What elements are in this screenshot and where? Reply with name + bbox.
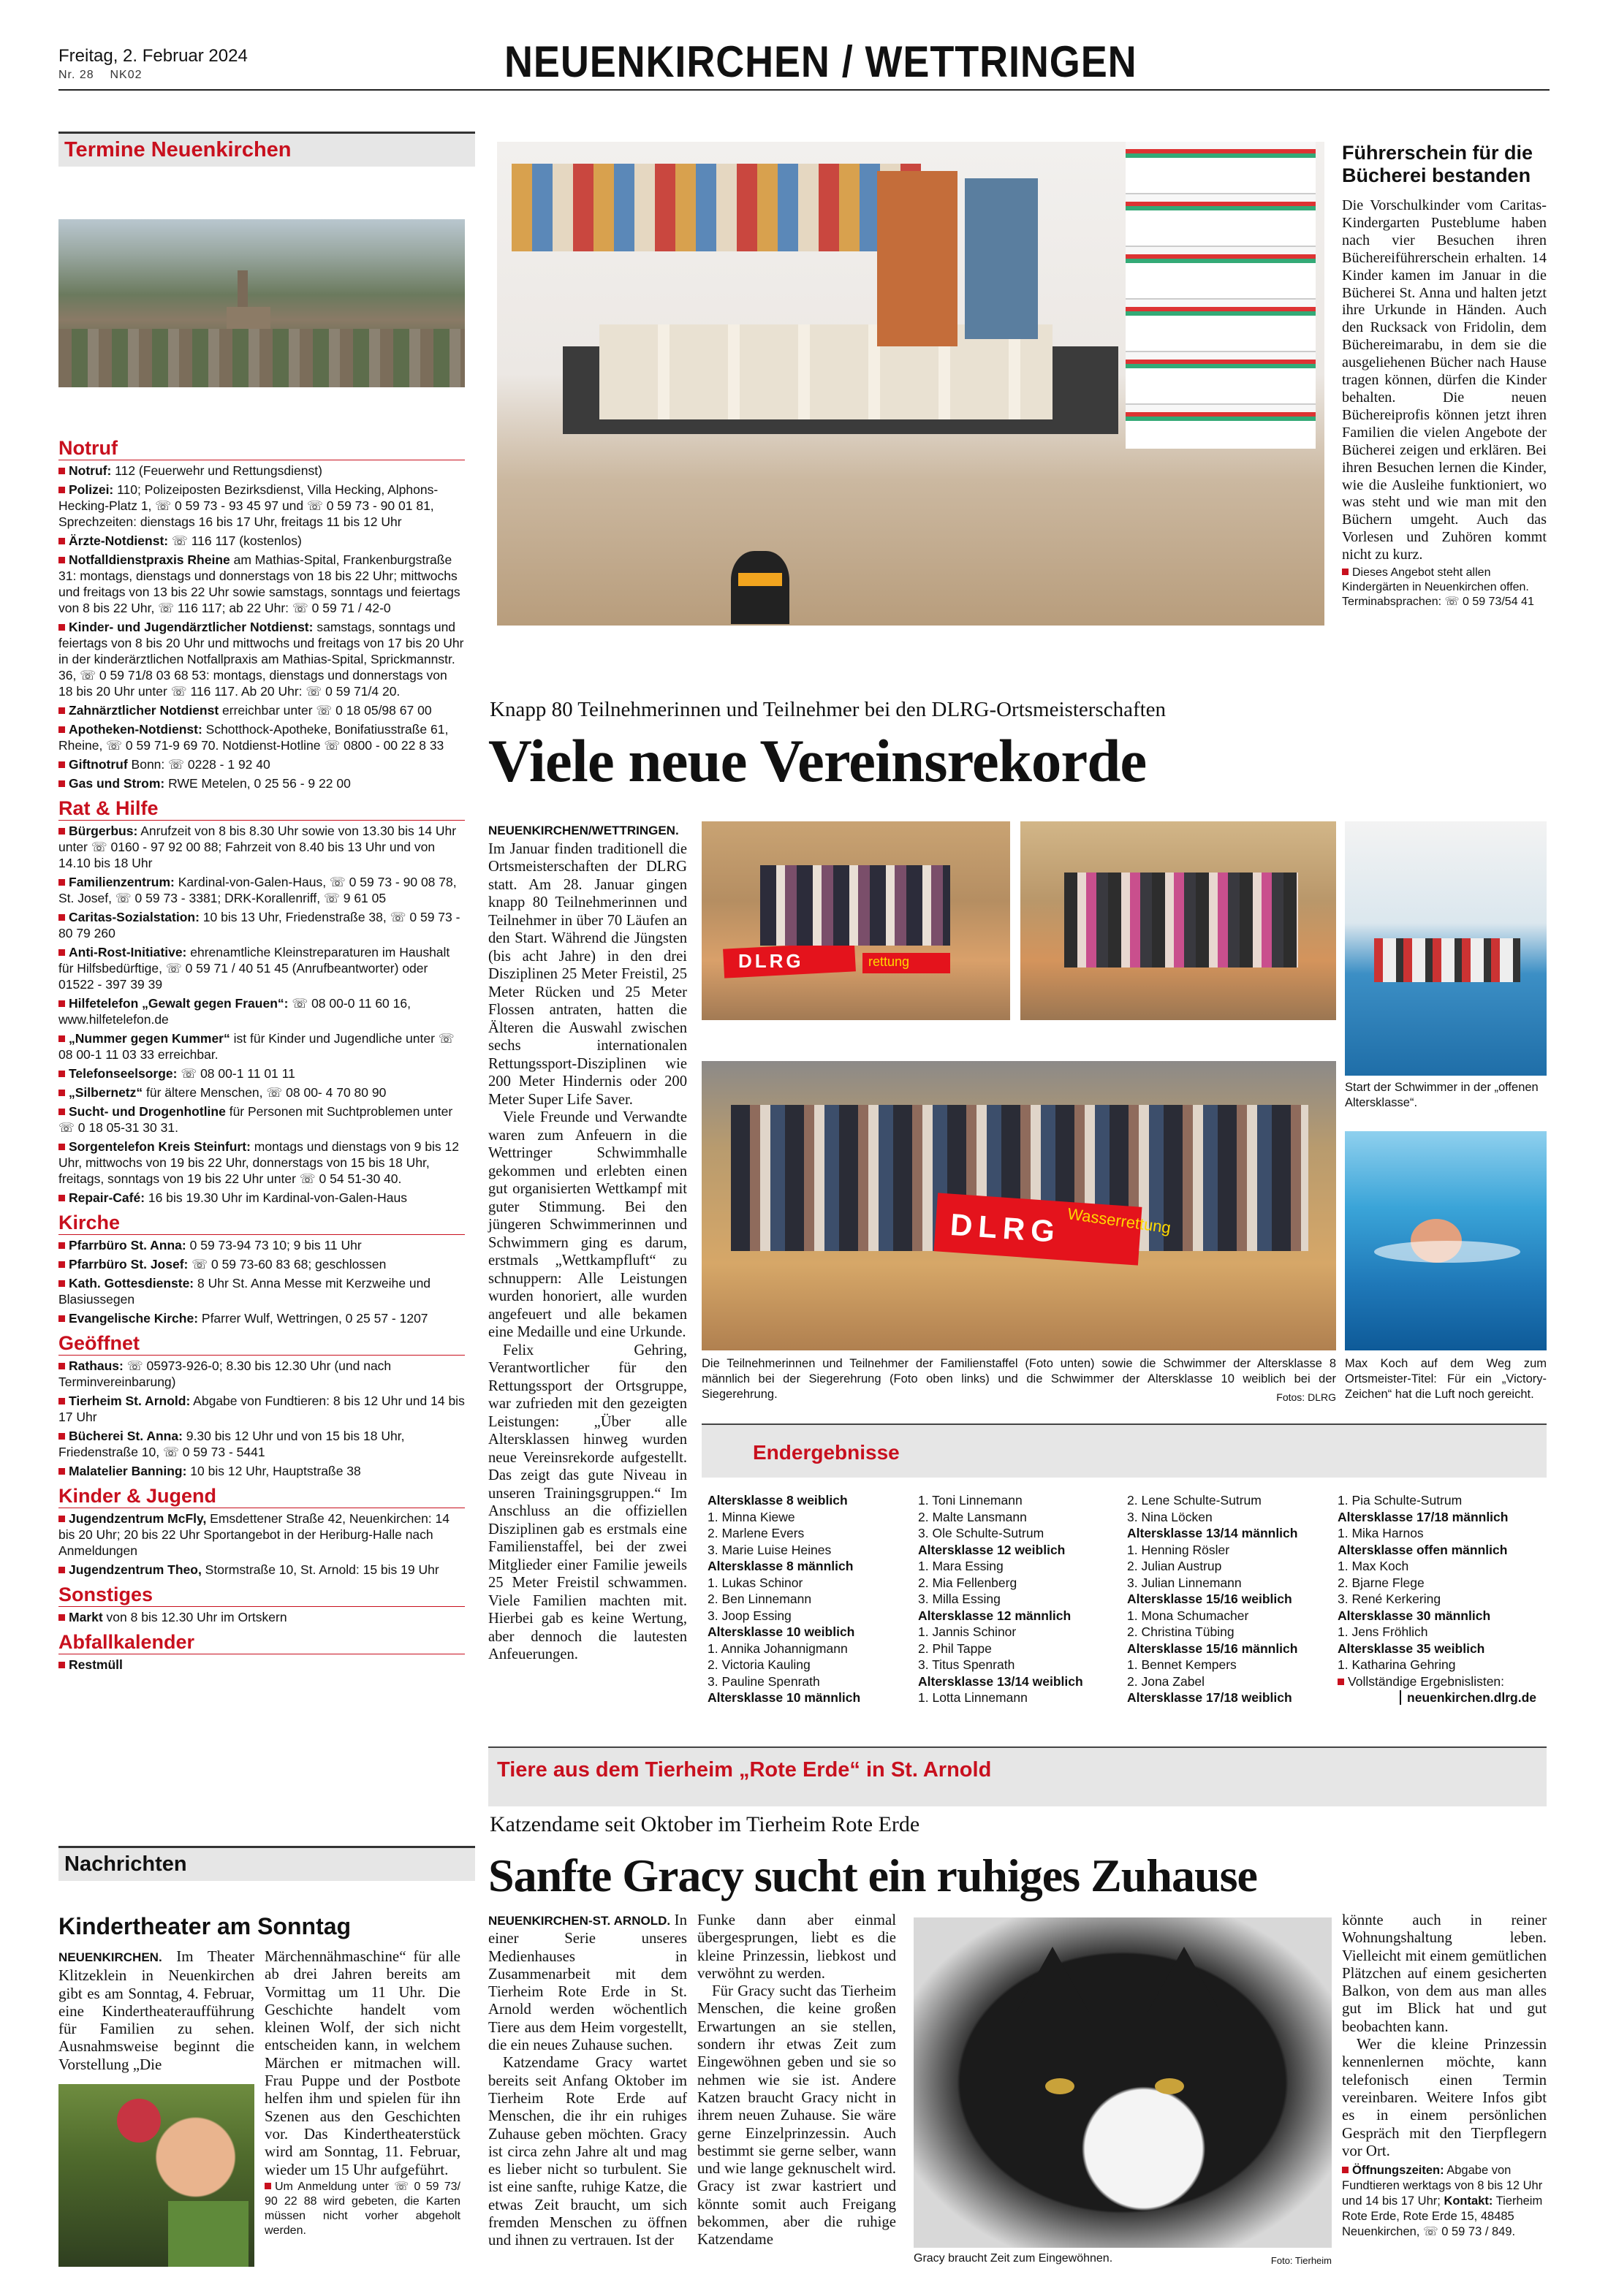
banner-rettung-1: rettung <box>868 954 910 969</box>
bullet-square-icon <box>58 538 65 544</box>
termine-entry <box>58 1139 465 1187</box>
results-class-heading: Altersklasse 17/18 weiblich <box>1127 1690 1292 1705</box>
bullet-square-icon <box>58 1090 65 1096</box>
tierheim-col2 <box>697 1912 896 2249</box>
banner-dlrg-2: DLRG <box>949 1206 1062 1250</box>
tierheim-dateline: NEUENKIRCHEN-ST. ARNOLD. <box>488 1914 671 1928</box>
termine-entry <box>58 463 465 479</box>
bullet-square-icon <box>58 949 65 956</box>
termine-entry <box>58 1103 465 1136</box>
termine-entry-label: Zahnärztlicher Notdienst <box>69 703 219 718</box>
termine-entry <box>58 756 465 772</box>
termine-entry-text: 112 (Feuerwehr und Rettungsdienst) <box>111 463 322 478</box>
termine-entry-text: Abgabe von Fundtieren: 8 bis 12 Uhr und 14 bis 17 Uhr <box>58 1394 465 1424</box>
termine-entry-text: ☏ 05973-926-0; 8.30 bis 12.30 Uhr (und nach Terminvereinbarung) <box>58 1358 392 1389</box>
bullet-square-icon <box>58 1468 65 1475</box>
termine-entry-label: Telefonseelsorge: <box>69 1066 178 1081</box>
results-column <box>1127 1492 1332 1706</box>
results-entry: 1. Toni Linnemann <box>918 1493 1023 1508</box>
termine-entry-text: am Mathias-Spital, Frankenburgstraße 31: montags, dienstags und donnerstags von 18 bis 22 Uhr; mittwochs und freitags von 13 bis 22 Uhr sowie samstags, sonntags und feiertags von 8 bis 22 Uhr, ☏ 116 117; ab 22 Uhr: ☏ 0 59 71 / 42-0 <box>58 552 460 615</box>
termine-entry-label: Bücherei St. Anna: <box>69 1429 183 1443</box>
tierheim-col1-p2: Katzendame Gracy wartet bereits seit Anfang Oktober im Tierheim Rote Erde auf Menschen, die ihr ein ruhiges Zuhause geben möchten. Gracy ist circa zehn Jahre alt und mag es lieber nicht so turbulent. Sie ist eine sanfte, ruhige Katze, die etwas Zeit braucht, um sich fremden Menschen zu öffnen und ihnen zu vertrauen. Ist der <box>488 2054 687 2249</box>
caption-main <box>702 1356 1336 1405</box>
bullet-square-icon <box>58 624 65 631</box>
termine-entry <box>58 482 465 530</box>
results-class-heading: Altersklasse 13/14 weiblich <box>918 1673 1083 1689</box>
termine-entry <box>58 552 465 616</box>
caption-main-text: Die Teilnehmerinnen und Teilnehmer der Familienstaffel (Foto unten) sowie die Schwimmer der Altersklasse 8 männlich bei der Siegerehrung (Foto oben links) und die Schwimmer der Altersklasse 10 weiblich bei der Siegerehrung. <box>702 1357 1336 1401</box>
dlrg-photo-ak8 <box>702 821 1010 1020</box>
library-kids-photo <box>497 142 1324 626</box>
results-entry: 1. Bennet Kempers <box>1127 1657 1237 1672</box>
termine-entry-text: für ältere Menschen, ☏ 08 00- 4 70 80 90 <box>143 1085 387 1100</box>
termine-entry-text: 16 bis 19.30 Uhr im Kardinal-von-Galen-Haus <box>145 1190 407 1205</box>
results-entry: 1. Mona Schumacher <box>1127 1608 1249 1623</box>
results-class-heading: Altersklasse 8 weiblich <box>708 1493 848 1508</box>
max-koch-photo <box>1345 1131 1547 1350</box>
termine-entry-text: Bonn: ☏ 0228 - 1 92 40 <box>127 757 270 772</box>
termine-entry-label: Jugendzentrum Theo, <box>69 1562 202 1577</box>
termine-entry-label: Gas und Strom: <box>69 776 165 791</box>
termine-entry-text: Kardinal-von-Galen-Haus, ☏ 0 59 73 - 90 08 78, St. Josef, ☏ 0 59 73 - 3381; DRK-Korallenriff, ☏ 9 61 05 <box>58 875 457 905</box>
termine-entry-label: Restmüll <box>69 1657 123 1672</box>
termine-entry <box>58 702 465 718</box>
bullet-square-icon <box>58 487 65 493</box>
tierheim-col1-p1: In einer Serie unseres Medienhauses in Zusammenarbeit mit dem Tierheim Rote Erde in St. Arnold werden wöchentlich Tiere aus dem Heim vorgestellt, die ein neues Zuhause suchen. <box>488 1912 687 2054</box>
results-entry: 2. Ben Linnemann <box>708 1592 812 1606</box>
termine-entry <box>58 874 465 906</box>
results-entry: 3. Nina Löcken <box>1127 1509 1213 1524</box>
bullet-square-icon <box>58 1614 65 1621</box>
endergebnisse-box <box>702 1423 1547 1705</box>
termine-entry-label: Rathaus: <box>69 1358 124 1373</box>
termine-entry-label: Bürgerbus: <box>69 824 138 838</box>
bullet-square-icon <box>58 1398 65 1404</box>
results-class-heading: Altersklasse 10 männlich <box>708 1690 861 1705</box>
results-entry: 2. Phil Tappe <box>918 1641 992 1656</box>
termine-entry <box>58 1275 465 1307</box>
termine-entry <box>58 1237 465 1253</box>
results-entry: 1. Minna Kiewe <box>708 1509 795 1524</box>
results-class-heading: Altersklasse 17/18 männlich <box>1338 1509 1509 1524</box>
results-entry: 1. Jens Fröhlich <box>1338 1624 1428 1639</box>
results-entry: 2. Marlene Evers <box>708 1526 805 1540</box>
bullet-square-icon <box>1338 1679 1344 1685</box>
dlrg-family-photo <box>702 1061 1336 1350</box>
termine-section-head: Kinder & Jugend <box>58 1485 465 1508</box>
results-class-heading: Altersklasse 15/16 männlich <box>1127 1641 1298 1656</box>
termine-entry-text: ehrenamtliche Kleinstreparaturen im Haushalt für Hilfsbedürftige, ☏ 0 59 71 / 40 51 45 (Anrufbeantworter) oder 01522 - 397 39 39 <box>58 945 450 992</box>
bullet-square-icon <box>58 914 65 921</box>
cat-caption <box>914 2251 1332 2268</box>
results-entry: 1. Katharina Gehring <box>1338 1657 1456 1672</box>
bullet-square-icon <box>58 726 65 733</box>
bullet-square-icon <box>58 879 65 886</box>
tierheim-col1 <box>488 1912 687 2250</box>
fuehrerschein-article <box>1342 142 1547 609</box>
termine-entry <box>58 721 465 753</box>
termine-entry-text: 10 bis 13 Uhr, Friedenstraße 38, ☏ 0 59 73 - 80 79 260 <box>58 910 460 940</box>
fuehrerschein-note: Dieses Angebot steht allen Kindergärten in Neuenkirchen offen. Terminabsprachen: ☏ 0 59 73/54 41 <box>1342 566 1534 609</box>
contact-text: Tierheim Rote Erde, Rote Erde 15, 48485 Neuenkirchen, ☏ 0 59 73 / 849. <box>1342 2194 1543 2239</box>
results-entry: 2. Malte Lansmann <box>918 1509 1027 1524</box>
bullet-square-icon <box>58 1144 65 1150</box>
tierheim-headline: Sanfte Gracy sucht ein ruhiges Zuhause <box>488 1850 1257 1901</box>
results-class-heading: Altersklasse 8 männlich <box>708 1559 854 1573</box>
termine-box <box>58 132 475 167</box>
bullet-square-icon <box>58 1567 65 1573</box>
termine-entry <box>58 1310 465 1326</box>
bullet-square-icon <box>58 1280 65 1287</box>
swim-start-photo <box>1345 821 1547 1076</box>
caption-start: Start der Schwimmer in der „offenen Altersklasse“. <box>1345 1081 1539 1109</box>
termine-entry-label: Anti-Rost-Initiative: <box>69 945 187 959</box>
bullet-square-icon <box>58 1000 65 1007</box>
fuehrerschein-text: Die Vorschulkinder vom Caritas-Kindergarten Pusteblume haben nach vier Besuchen ihren Büchereiführerschein erhalten. 14 Kinder kamen im Januar in die Bücherei St. Anna und halten jetzt ihre Urkunde in Händen. Auch den Rucksack von Fridolin, dem Büchereimarabu, in dem sie die ausgeliehenen Bücher nach Hause tragen können, dürfen die Kinder behalten. Die neuen Büchereiprofis können jetzt ihren Familien die vielen Angebote der Bücherei zeigen und erklären. Bei ihren Besuchen lernen die Kinder, wie die Ausleihe funktioniert, wo was steht und wie man mit den Büchern umgeht. Auch das Vorlesen und Zuhören kommt nicht zu kurz. <box>1342 197 1547 563</box>
nachrichten-col1 <box>58 1947 254 2073</box>
bullet-square-icon <box>58 1433 65 1440</box>
termine-title: Termine Neuenkirchen <box>58 132 475 167</box>
results-class-heading: Altersklasse 30 männlich <box>1338 1608 1491 1623</box>
termine-entry-text: montags und dienstags von 9 bis 12 Uhr, mittwochs von 19 bis 22 Uhr, donnerstags von 15 bis 18 Uhr, freitags, sonntags von 19 bis 22 Uhr unter ☏ 0 54 51-30 40. <box>58 1139 459 1186</box>
termine-entry-text: RWE Metelen, 0 25 56 - 9 22 00 <box>164 776 351 791</box>
nachrichten-col2 <box>265 1947 460 2238</box>
termine-entry <box>58 775 465 791</box>
termine-entry <box>58 1358 465 1390</box>
results-entry: 1. Lotta Linnemann <box>918 1690 1028 1705</box>
results-entry: 3. Ole Schulte-Sutrum <box>918 1526 1044 1540</box>
bullet-square-icon <box>58 1035 65 1042</box>
termine-entry-text: 9.30 bis 12 Uhr und von 15 bis 18 Uhr, Friedenstraße 10, ☏ 0 59 73 - 5441 <box>58 1429 405 1459</box>
dlrg-kicker: Knapp 80 Teilnehmerinnen und Teilnehmer bei den DLRG-Ortsmeisterschaften <box>490 698 1167 721</box>
results-entry: 1. Mika Harnos <box>1338 1526 1424 1540</box>
fuehrerschein-headline: Führerschein für die Bücherei bestanden <box>1342 142 1533 186</box>
tierheim-col2-p1: Funke dann aber einmal übergesprungen, liebt es die kleine Prinzessin, liebkost und verwöhnt zu werden. <box>697 1912 896 1982</box>
nachrichten-text2: Märchennähmaschine“ für alle ab drei Jahren bereits am Vormittag um 11 Uhr. Die Geschichte handelt vom kleinen Wolf, der sich nicht entscheiden kann, in welchem Märchen er mitmachen will. Frau Puppe und der Postbote helfen ihm und spielen für ihn Szenen aus den Geschichten vor. Das Kindertheaterstück wird am Sonntag, 11. Februar, wieder um 15 Uhr aufgeführt. <box>265 1947 460 2178</box>
results-class-heading: Altersklasse 12 männlich <box>918 1608 1072 1623</box>
dlrg-para3: Felix Gehring, Verantwortlicher für den Rettungssport der Ortsgruppe, war zufrieden mit den gezeigten Leistungen: „Über alle Altersklassen hinweg wurden neue Vereinsrekorde aufgestellt. Das zeigt das gute Niveau in unseren Trainingsgruppen.“ Im Anschluss an die offiziellen Disziplinen gab es erstmals eine Familienstaffel, bei der zwei Mitglieder einer Familie jeweils 25 Meter Freistil schwammen. Viele Familien machten mit. Hierbei gab es keine Wertung, aber dennoch die lautesten Anfeuerungen. <box>488 1342 687 1662</box>
bullet-square-icon <box>58 1662 65 1668</box>
termine-section-head: Abfallkalender <box>58 1631 465 1654</box>
termine-entry <box>58 1657 465 1673</box>
termine-entry-text: 110; Polizeiposten Bezirksdienst, Villa Hecking, Alphons-Hecking-Platz 1, ☏ 0 59 73 - 93 45 97 und ☏ 0 59 73 - 90 01 81, Sprechzeiten: dienstags 16 bis 17 Uhr, freitags 11 bis 12 Uhr <box>58 482 439 529</box>
tierheim-kicker: Katzendame seit Oktober im Tierheim Rote Erde <box>490 1812 920 1836</box>
results-entry: 1. Max Koch <box>1338 1559 1409 1573</box>
tierheim-col3-p2: Wer die kleine Prinzessin kennenlernen möchte, kann telefonisch einen Termin vereinbaren. Weitere Infos gibt es in einem persönlichen Gespräch mit den Tierpflegern vor Ort. <box>1342 2036 1547 2159</box>
termine-entry-text: ist für Kinder und Jugendliche unter ☏ 08 00-1 11 03 33 erreichbar. <box>58 1031 455 1062</box>
termine-entry <box>58 1463 465 1479</box>
results-entry: 1. Pia Schulte-Sutrum <box>1338 1493 1463 1508</box>
results-entry: 3. Milla Essing <box>918 1592 1001 1606</box>
termine-entry-text: samstags, sonntags und feiertags von 8 bis 20 Uhr und mittwochs und freitags von 17 bis 20 Uhr in der kinderärztlichen Notfallpraxis am Mathias-Spital, Sprickmannstr. 36, ☏ 0 59 71/8 03 68 53: montags, dienstags und donnerstags von 18 bis 20 Uhr unter ☏ 116 117. Ab 20 Uhr: ☏ 0 59 71/4 20. <box>58 620 464 699</box>
results-entry: 1. Jannis Schinor <box>918 1624 1017 1639</box>
contact-label: Kontakt: <box>1444 2194 1493 2208</box>
termine-entry <box>58 1609 465 1625</box>
termine-entry-text: von 8 bis 12.30 Uhr im Ortskern <box>102 1610 287 1624</box>
dlrg-text <box>488 821 687 1664</box>
bullet-square-icon <box>58 557 65 563</box>
results-link[interactable]: neuenkirchen.dlrg.de <box>1400 1690 1536 1705</box>
termine-entry <box>58 1428 465 1460</box>
results-entry: 1. Henning Rösler <box>1127 1542 1230 1557</box>
bullet-square-icon <box>58 1261 65 1268</box>
termine-entry-text: Pfarrer Wulf, Wettringen, 0 25 57 - 1207 <box>198 1311 428 1326</box>
tierheim-col3 <box>1342 1912 1547 2240</box>
termine-entry <box>58 1030 465 1063</box>
termine-entry-label: Ärzte-Notdienst: <box>69 533 169 548</box>
termine-entry-label: Notfalldienstpraxis Rheine <box>69 552 230 567</box>
termine-entry-text: 10 bis 12 Uhr, Hauptstraße 38 <box>186 1464 361 1478</box>
termine-entry-label: „Nummer gegen Kummer“ <box>69 1031 230 1046</box>
termine-entry-label: Tierheim St. Arnold: <box>69 1394 191 1408</box>
termine-entry-text: 0 59 73-94 73 10; 9 bis 11 Uhr <box>186 1238 362 1252</box>
theater-photo <box>58 2084 254 2267</box>
termine-entry <box>58 533 465 549</box>
nachrichten-text1: Im Theater Klitzeklein in Neuenkirchen gibt es am Sonntag, 4. Februar, eine Kindertheateraufführung für Familien zu sehen. Ausnahmsweise beginnt die Vorstellung „Die <box>58 1947 254 2073</box>
bullet-square-icon <box>58 1242 65 1249</box>
results-entry: 2. Mia Fellenberg <box>918 1575 1017 1590</box>
bullet-square-icon <box>58 780 65 787</box>
termine-section-head: Sonstiges <box>58 1584 465 1607</box>
results-column <box>1338 1492 1542 1706</box>
banner-wasserrettung: Wasserrettung <box>1066 1204 1172 1237</box>
dlrg-headline: Viele neue Vereinsrekorde <box>488 727 1147 794</box>
termine-entry-text: Stormstraße 10, St. Arnold: 15 bis 19 Uhr <box>201 1562 439 1577</box>
results-class-heading: Altersklasse 15/16 weiblich <box>1127 1592 1292 1606</box>
termine-entry <box>58 1256 465 1272</box>
endergebnisse-title: Endergebnisse <box>702 1425 1547 1478</box>
termine-entry <box>58 1065 465 1082</box>
termine-section-head: Geöffnet <box>58 1332 465 1356</box>
termine-entry <box>58 1393 465 1425</box>
bullet-square-icon <box>58 1071 65 1077</box>
banner-dlrg-1: DLRG <box>738 950 804 972</box>
termine-section-head: Notruf <box>58 437 465 460</box>
termine-entry-label: Markt <box>69 1610 103 1624</box>
nachrichten-title: Nachrichten <box>58 1846 475 1881</box>
results-entry: 3. Marie Luise Heines <box>708 1542 832 1557</box>
termine-entry <box>58 1190 465 1206</box>
results-class-heading: Altersklasse 12 weiblich <box>918 1542 1066 1557</box>
info-text: Abgabe von Fundtieren werktags von 8 bis 12 Uhr und 14 bis 17 Uhr; <box>1342 2164 1543 2208</box>
bullet-square-icon <box>58 1195 65 1201</box>
results-entry: 1. Annika Johannigmann <box>708 1641 848 1656</box>
results-entry: 1. Lukas Schinor <box>708 1575 803 1590</box>
termine-entry <box>58 1562 465 1578</box>
termine-entry-label: Caritas-Sozialstation: <box>69 910 200 924</box>
caption-max: Max Koch auf dem Weg zum Ortsmeister-Titel: Für ein „Victory-Zeichen“ hat die Luft noch gereicht. <box>1345 1357 1547 1401</box>
termine-entry <box>58 1084 465 1101</box>
cat-caption-text: Gracy braucht Zeit zum Eingewöhnen. <box>914 2252 1113 2265</box>
credit-main: Fotos: DLRG <box>1276 1391 1336 1403</box>
edition-code: NK02 <box>110 69 143 81</box>
results-entry: 2. Victoria Kauling <box>708 1657 811 1672</box>
town-aerial-photo <box>58 219 465 387</box>
results-entry: 2. Julian Austrup <box>1127 1559 1222 1573</box>
bullet-square-icon <box>58 1363 65 1369</box>
termine-entry-label: Polizei: <box>69 482 114 497</box>
results-column <box>918 1492 1123 1706</box>
termine-entry-label: Sucht- und Drogenhotline <box>69 1104 226 1119</box>
results-entry: 3. Julian Linnemann <box>1127 1575 1242 1590</box>
termine-entry-label: Malatelier Banning: <box>69 1464 187 1478</box>
termine-entry-text: Anrufzeit von 8 bis 8.30 Uhr sowie von 13.30 bis 14 Uhr unter ☏ 0160 - 97 92 00 88; Fahrzeit von 8.40 bis 13 Uhr und von 14.10 bis 18 Uhr <box>58 824 457 870</box>
info-label: Öffnungszeiten: <box>1352 2164 1444 2178</box>
results-class-heading: Altersklasse offen männlich <box>1338 1542 1508 1557</box>
results-entry: 1. Mara Essing <box>918 1559 1004 1573</box>
tierheim-col2-p2: Für Gracy sucht das Tierheim Menschen, die keine großen Erwartungen an sie stellen, sondern ihr etwas Zeit zum Eingewöhnen geben und sie so nehmen wie sie ist. Andere Katzen braucht Gracy nicht in ihrem neuen Zuhause. Sie wäre gerne Einzelprinzessin. Auch bestimmt sie gerne selber, wann und wie lange geknuschelt wird. Gracy ist zwar kastriert und könnte somit auch Freigang bekommen, aber die ruhige Katzendame <box>697 1983 896 2249</box>
termine-list <box>58 431 465 1676</box>
termine-entry-label: Pfarrbüro St. Josef: <box>69 1257 189 1271</box>
termine-entry-label: Sorgentelefon Kreis Steinfurt: <box>69 1139 251 1154</box>
results-note: Vollständige Ergebnislisten: <box>1348 1673 1505 1689</box>
bullet-square-icon <box>58 1109 65 1115</box>
results-entry: 2. Jona Zabel <box>1127 1673 1205 1689</box>
termine-entry <box>58 909 465 941</box>
termine-entry-text: ☏ 08 00-1 11 01 11 <box>177 1066 295 1081</box>
termine-entry-text: ☏ 116 117 (kostenlos) <box>168 533 302 548</box>
results-entry: 3. Joop Essing <box>708 1608 792 1623</box>
termine-entry-text: ☏ 08 00-0 11 60 16, www.hilfetelefon.de <box>58 996 411 1027</box>
termine-entry <box>58 1510 465 1559</box>
results-class-heading: Altersklasse 35 weiblich <box>1338 1641 1485 1656</box>
termine-entry-text: Schotthock-Apotheke, Bonifatiusstraße 61, Rheine, ☏ 0 59 71-9 69 70. Notdienst-Hotline ☏ 0800 - 00 22 8 33 <box>58 722 449 753</box>
tierheim-info <box>1342 2163 1547 2240</box>
dlrg-para2: Viele Freunde und Verwandte waren zum Anfeuern in die Wettringer Schwimmhalle gekommen und erlebten einen gut organisierten Wettkampf mit guter Stimmung. Bei den jüngeren Schwimmerinnen und Schwimmern ging es darum, erstmals „Wettkampfluft“ zu schnuppern: Alle Leistungen wurden honoriert, alle wurden angefeuert und alle bekamen eine Medaille und eine Urkunde. <box>488 1109 687 1340</box>
results-entry: 2. Lene Schulte-Sutrum <box>1127 1493 1262 1508</box>
termine-entry-label: Kinder- und Jugendärztlicher Notdienst: <box>69 620 314 634</box>
issue-nr: Nr. 28 <box>58 69 94 81</box>
results-entry: 2. Christina Tübing <box>1127 1624 1235 1639</box>
tierheim-col3-p1: könnte auch in reiner Wohnungshaltung leben. Vielleicht mit einem gemütlichen Plätzchen auf einem gesicherten Balkon, von dem aus man alles gut im Blick hat und gut beobachten kann. <box>1342 1912 1547 2035</box>
termine-entry-text: Emsdettener Straße 42, Neuenkirchen: 14 bis 20 Uhr; 20 bis 22 Uhr Sportangebot in der Heriburg-Halle nach Anmeldungen <box>58 1511 450 1558</box>
tierheim-box <box>488 1746 1547 1806</box>
termine-entry-text: für Personen mit Suchtproblemen unter ☏ 0 18 05-31 30 31. <box>58 1104 453 1135</box>
results-entry: 2. Bjarne Flege <box>1338 1575 1425 1590</box>
bullet-square-icon <box>58 828 65 835</box>
results-entry: 3. Titus Spenrath <box>918 1657 1015 1672</box>
bullet-square-icon <box>58 761 65 768</box>
issue-number <box>58 69 143 82</box>
dlrg-photo-ak10 <box>1020 821 1336 1020</box>
termine-entry-label: Evangelische Kirche: <box>69 1311 199 1326</box>
termine-entry-label: Jugendzentrum McFly, <box>69 1511 207 1526</box>
cat-gracy-photo <box>914 1917 1332 2248</box>
issue-date: Freitag, 2. Februar 2024 <box>58 46 248 66</box>
nachrichten-headline: Kindertheater am Sonntag <box>58 1913 352 1939</box>
cat-credit: Foto: Tierheim <box>1270 2255 1332 2266</box>
termine-entry-text: ☏ 0 59 73-60 83 68; geschlossen <box>188 1257 387 1271</box>
results-class-heading: Altersklasse 13/14 männlich <box>1127 1526 1298 1540</box>
termine-entry-label: Kath. Gottesdienste: <box>69 1276 194 1290</box>
termine-entry <box>58 619 465 699</box>
results-entry: 3. Pauline Spenrath <box>708 1673 820 1689</box>
tierheim-boxtitle: Tiere aus dem Tierheim „Rote Erde“ in St. Arnold <box>497 1758 992 1782</box>
nachrichten-note: Um Anmeldung unter ☏ 0 59 73/ 90 22 88 wird gebeten, die Karten müssen nicht vorher abgeholt werden. <box>265 2180 460 2237</box>
termine-entry <box>58 823 465 871</box>
termine-entry <box>58 995 465 1027</box>
termine-entry-label: Notruf: <box>69 463 112 478</box>
results-class-heading: Altersklasse 10 weiblich <box>708 1624 855 1639</box>
bullet-square-icon <box>58 707 65 714</box>
termine-section-head: Rat & Hilfe <box>58 797 465 821</box>
results-column <box>708 1492 912 1706</box>
bullet-square-icon <box>58 1516 65 1522</box>
bullet-square-icon <box>58 468 65 474</box>
termine-entry-label: Giftnotruf <box>69 757 128 772</box>
termine-entry-text: erreichbar unter ☏ 0 18 05/98 67 00 <box>219 703 432 718</box>
termine-entry-label: Pfarrbüro St. Anna: <box>69 1238 186 1252</box>
termine-entry-label: „Silbernetz“ <box>69 1085 143 1100</box>
termine-entry-text: 8 Uhr St. Anna Messe mit Kerzweihe und Blasiussegen <box>58 1276 431 1307</box>
termine-section-head: Kirche <box>58 1212 465 1235</box>
termine-entry-label: Familienzentrum: <box>69 875 175 889</box>
termine-entry-label: Repair-Café: <box>69 1190 145 1205</box>
results-entry: 3. René Kerkering <box>1338 1592 1441 1606</box>
termine-entry <box>58 944 465 992</box>
dlrg-dateline: NEUENKIRCHEN/WETTRINGEN. <box>488 824 679 837</box>
page-title: NEUENKIRCHEN / WETTRINGEN <box>504 37 1137 86</box>
bullet-square-icon <box>58 1315 65 1322</box>
termine-entry-label: Hilfetelefon „Gewalt gegen Frauen“: <box>69 996 289 1011</box>
dlrg-para1: Im Januar finden traditionell die Ortsmeisterschaften der DLRG statt. Am 28. Januar gingen knapp 80 Teilnehmerinnen und Teilnehmer in über 70 Läufen an den Start. Während die Jüngsten (bis acht Jahre) in den drei Disziplinen 25 Meter Freistil, 25 Meter Rücken und 25 Meter Flossen antraten, hatten die Älteren die Auswahl zwischen sechs internationalen Rettungssport-Disziplinen wie 200 Meter Hindernis oder 200 Meter Super Life Saver. <box>488 840 687 1108</box>
termine-entry-label: Apotheken-Notdienst: <box>69 722 202 737</box>
nachrichten-dateline: NEUENKIRCHEN. <box>58 1950 162 1964</box>
